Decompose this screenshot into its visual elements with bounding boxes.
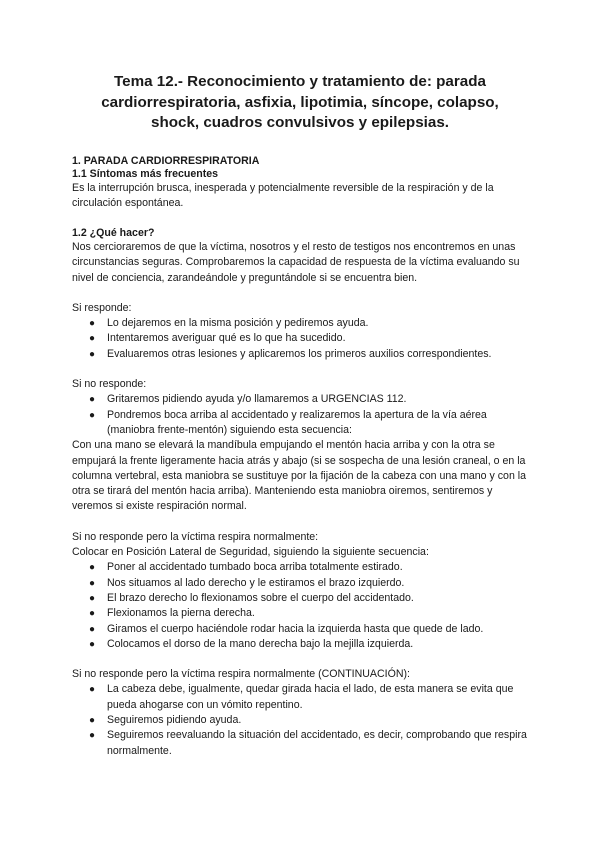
list-item-text: Nos situamos al lado derecho y le estiramos el brazo izquierdo. — [107, 576, 405, 589]
bullet-icon: ● — [89, 409, 96, 421]
continuation-label: Si no responde pero la víctima respira normalmente (CONTINUACIÓN): — [72, 668, 410, 681]
list-item-text: La cabeza debe, igualmente, quedar girada hacia el lado, de esta manera se evita que pueda ahogarse con un vómito repentino. — [107, 683, 514, 711]
bullet-icon: ● — [89, 318, 96, 330]
list-item-text: Intentaremos averiguar qué es lo que ha sucedido. — [107, 332, 346, 345]
list-item-text: Lo dejaremos en la misma posición y pediremos ayuda. — [107, 317, 369, 330]
list-item — [72, 713, 528, 728]
no-respond-list — [72, 392, 528, 438]
what-to-do-paragraph: Nos cercioraremos de que la víctima, nosotros y el resto de testigos nos encontremos en unas circunstancias seguras. Comprobaremos la capacidad de respuesta de la víctima evaluando su nivel de conciencia, zarandeándole y preguntándole si se encuentra bien. — [72, 240, 520, 284]
spacer — [72, 515, 528, 530]
list-item-text: Poner al accidentado tumbado boca arriba totalmente estirado. — [107, 561, 403, 574]
symptoms-paragraph: Es la interrupción brusca, inesperada y potencialmente reversible de la respiración y de la circulación espontánea. — [72, 182, 494, 210]
bullet-icon: ● — [89, 562, 96, 574]
page-title: Tema 12.- Reconocimiento y tratamiento de: parada cardiorrespiratoria, asfixia, lipotimia, síncope, colapso, shock, cuadros convulsivos y epilepsias. — [101, 73, 499, 131]
list-item-text: Gritaremos pidiendo ayuda y/o llamaremos a URGENCIAS 112. — [107, 393, 407, 406]
list-item — [72, 606, 528, 621]
bullet-icon: ● — [89, 638, 96, 650]
responds-label: Si responde: — [72, 301, 132, 314]
responds-list — [72, 316, 528, 362]
bullet-icon: ● — [89, 623, 96, 635]
continuation-list — [72, 682, 528, 758]
list-item — [72, 316, 528, 331]
list-item-text: Pondremos boca arriba al accidentado y realizaremos la apertura de la vía aérea (maniobra frente-mentón) siguiendo esta secuencia: — [107, 408, 487, 436]
list-item — [72, 637, 528, 652]
subsection-heading-what-to-do: 1.2 ¿Qué hacer? — [72, 226, 155, 239]
spacer — [72, 212, 528, 227]
list-item — [72, 591, 528, 606]
list-item — [72, 408, 528, 439]
bullet-icon: ● — [89, 394, 96, 406]
list-item-text: Giramos el cuerpo haciéndole rodar hacia la izquierda hasta que quede de lado. — [107, 622, 484, 635]
maneuver-paragraph: Con una mano se elevará la mandíbula empujando el mentón hacia arriba y con la otra se empujará la frente ligeramente hacia atrás y abajo (si se sospecha de una lesión craneal, o en la columna vertebral, esta maniobra se sustituye por la fijación de la cabeza con una mano y con la otra se tirará del mentón hacia arriba). Manteniendo esta maniobra oiremos, sentiremos y veremos si existe respiración normal. — [72, 439, 527, 513]
list-item-text: Evaluaremos otras lesiones y aplicaremos los primeros auxilios correspondientes. — [107, 347, 492, 360]
list-item-text: Seguiremos reevaluando la situación del accidentado, es decir, comprobando que respira normalmente. — [107, 729, 527, 757]
bullet-icon: ● — [89, 333, 96, 345]
breathing-label: Si no responde pero la víctima respira normalmente: — [72, 530, 319, 543]
spacer — [72, 286, 528, 301]
list-item-text: Colocamos el dorso de la mano derecha bajo la mejilla izquierda. — [107, 637, 414, 650]
section-heading: 1. PARADA CARDIORRESPIRATORIA — [72, 154, 260, 167]
no-respond-label: Si no responde: — [72, 378, 147, 391]
spacer — [72, 362, 528, 377]
bullet-icon: ● — [89, 730, 96, 742]
list-item — [72, 347, 528, 362]
list-item-text: Flexionamos la pierna derecha. — [107, 607, 255, 620]
list-item — [72, 392, 528, 407]
list-item — [72, 576, 528, 591]
bullet-icon: ● — [89, 684, 96, 696]
list-item-text: Seguiremos pidiendo ayuda. — [107, 714, 242, 726]
list-item — [72, 682, 528, 713]
list-item-text: El brazo derecho lo flexionamos sobre el cuerpo del accidentado. — [107, 591, 414, 604]
subsection-heading-symptoms: 1.1 Síntomas más frecuentes — [72, 167, 219, 180]
spacer — [72, 652, 528, 667]
list-item — [72, 560, 528, 575]
bullet-icon: ● — [89, 348, 96, 360]
recovery-position-list — [72, 560, 528, 652]
list-item — [72, 728, 528, 759]
list-item — [72, 622, 528, 637]
list-item — [72, 331, 528, 346]
bullet-icon: ● — [89, 715, 96, 726]
bullet-icon: ● — [89, 592, 96, 604]
recovery-position-intro: Colocar en Posición Lateral de Seguridad, siguiendo la siguiente secuencia: — [72, 546, 429, 559]
bullet-icon: ● — [89, 608, 96, 620]
bullet-icon: ● — [89, 577, 96, 589]
